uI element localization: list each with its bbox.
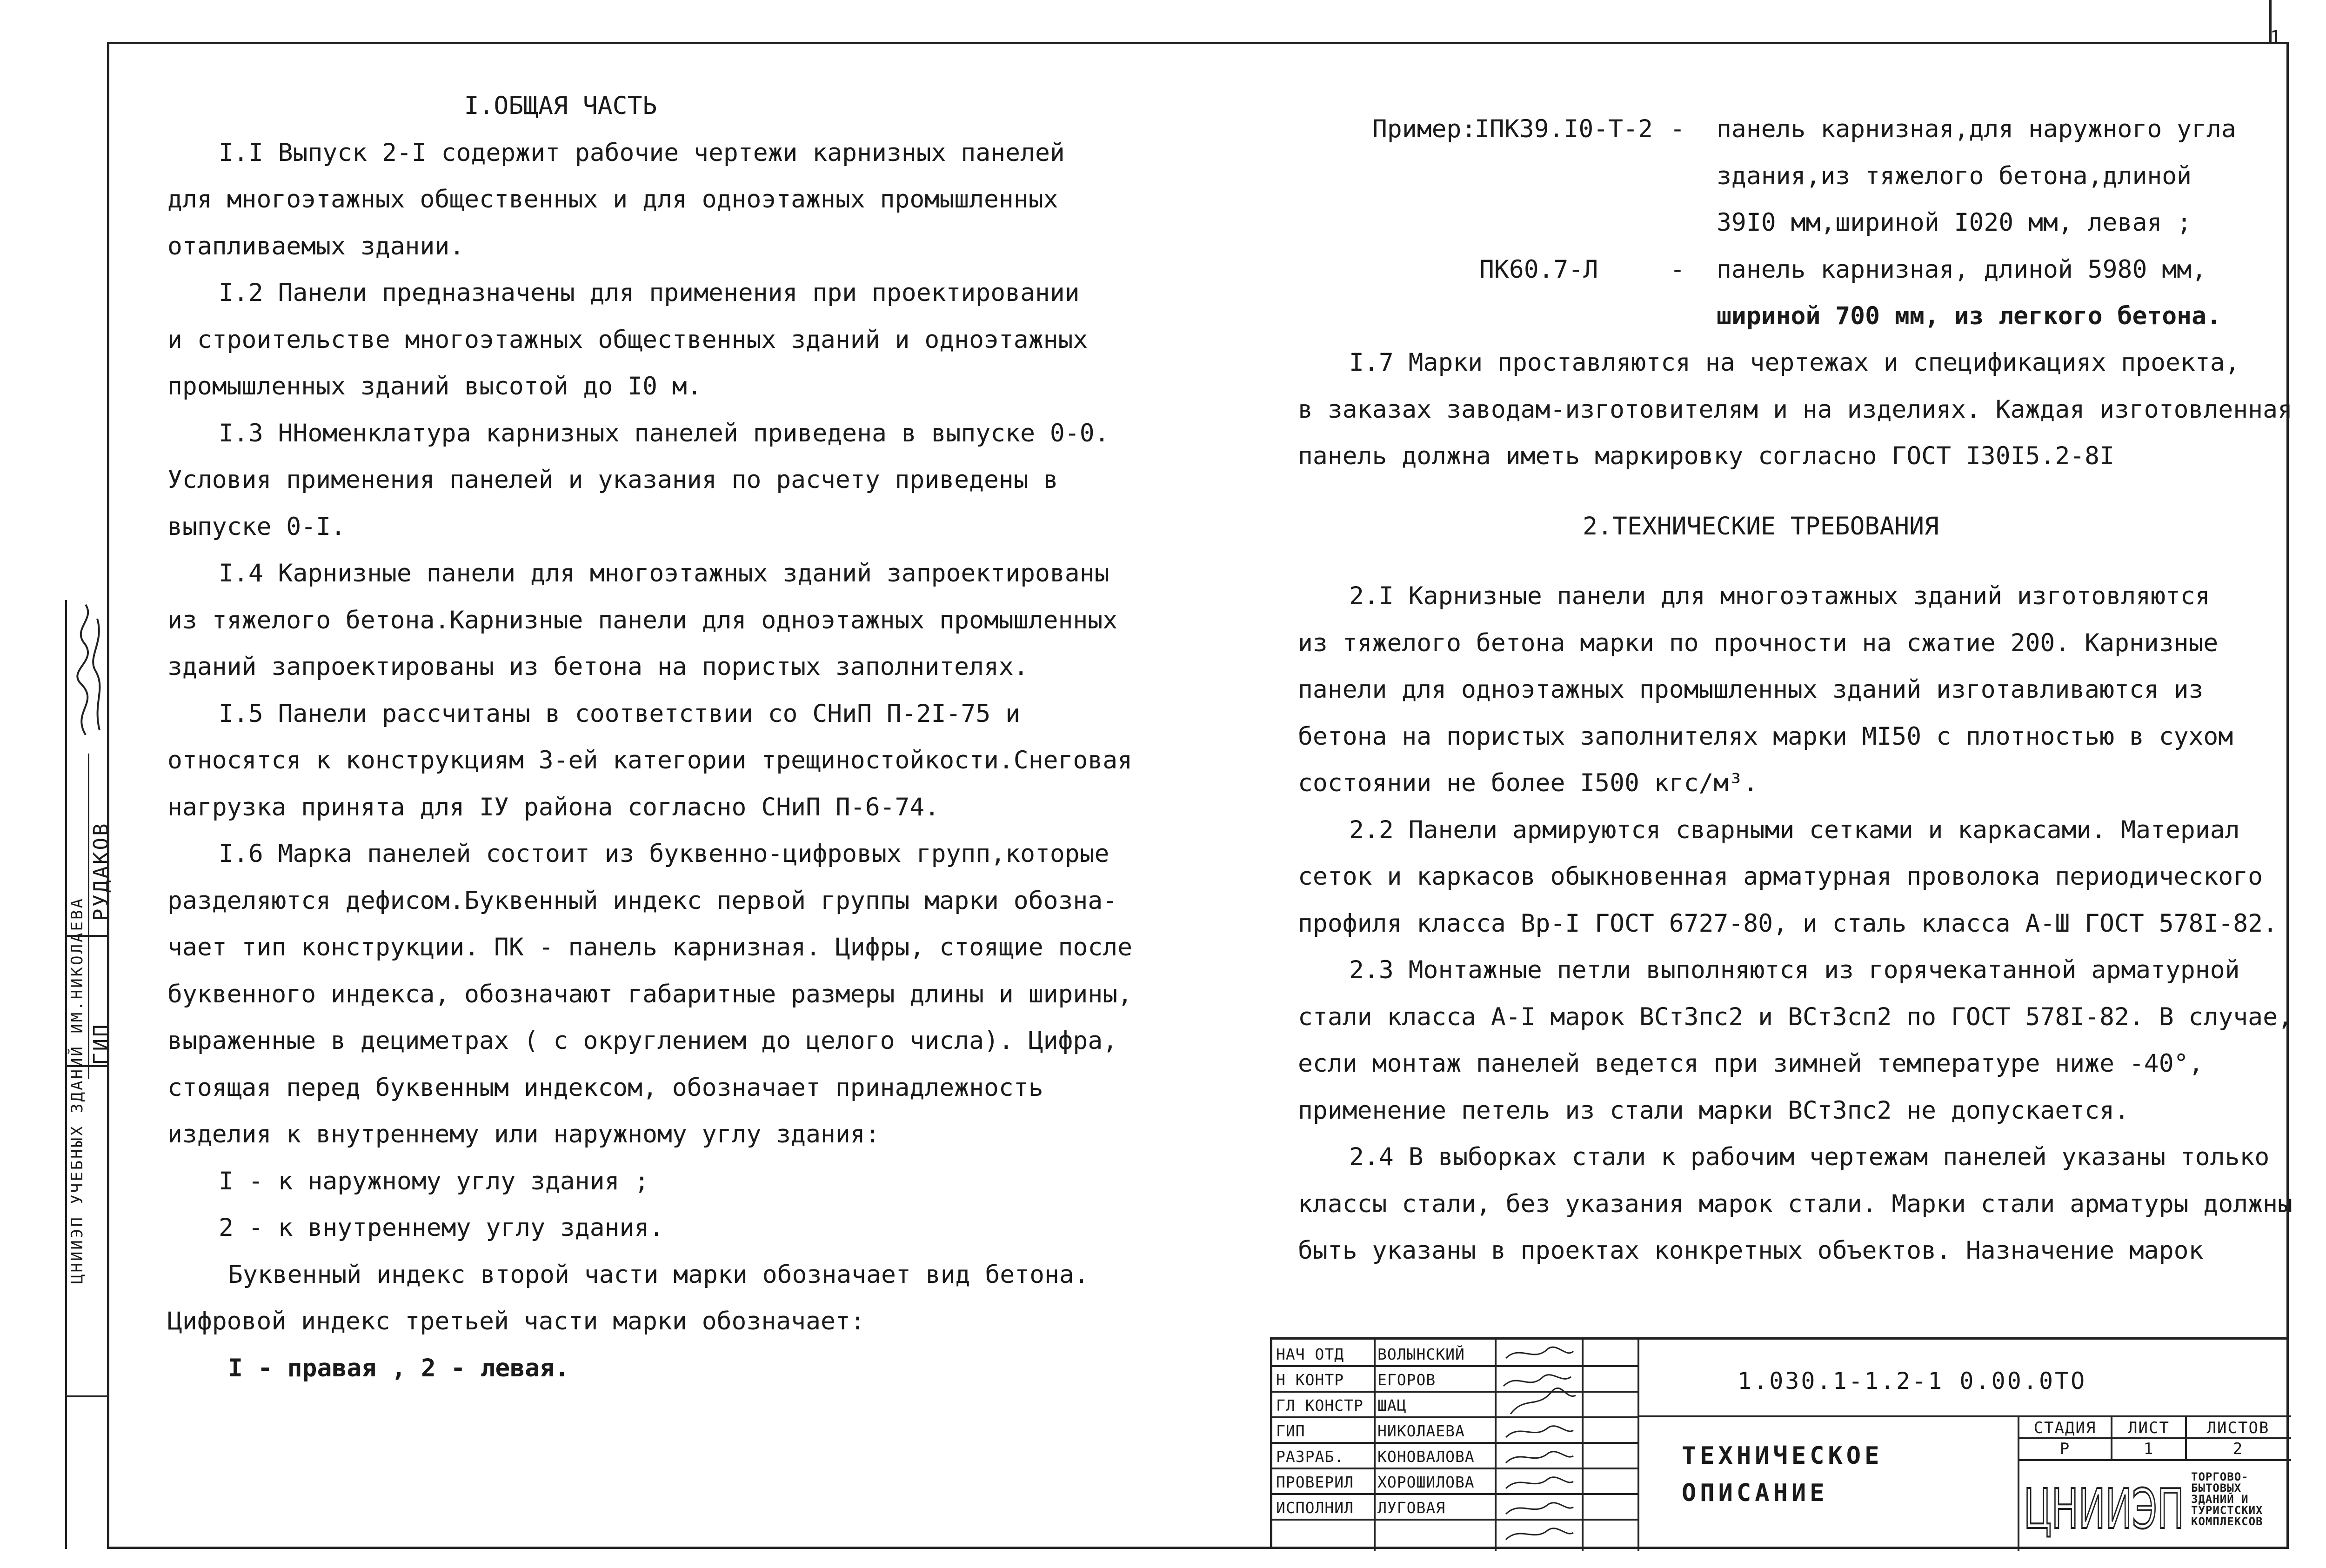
text-line: I.3 ННоменклатура карнизных панелей приведена в выпуске 0-0. — [219, 419, 1110, 447]
document-title-line: ТЕХНИЧЕСКОЕ — [1682, 1442, 1883, 1470]
org-line: ТУРИСТСКИХ — [2191, 1504, 2263, 1517]
signatures-icon — [1497, 1340, 1580, 1549]
stage-value: Р — [2059, 1440, 2071, 1458]
stage-header: СТАДИЯ — [2033, 1419, 2097, 1437]
text-line: бетона на пористых заполнителях марки МI50 с плотностью в сухом — [1298, 722, 2233, 751]
sheets-value: 2 — [2232, 1440, 2244, 1458]
tb-role: ГЛ КОНСТР — [1276, 1396, 1364, 1415]
right-column — [1298, 340, 2293, 1274]
tb-name: ВОЛЫНСКИЙ — [1377, 1345, 1465, 1363]
tb-name: ШАЦ — [1377, 1396, 1407, 1415]
text-line: стоящая перед буквенным индексом, обозначает принадлежность — [167, 1073, 1043, 1102]
tb-name: НИКОЛАЕВА — [1377, 1422, 1465, 1440]
tb-row-line — [1272, 1519, 1638, 1521]
text-line: изделия к внутреннему или наружному углу здания: — [167, 1120, 880, 1148]
sheet-value: 1 — [2143, 1440, 2154, 1458]
signature-icon — [67, 600, 109, 740]
text-line: выраженные в дециметрах ( с округлением до целого числа). Цифра, — [167, 1027, 1118, 1055]
tb-name: ЕГОРОВ — [1377, 1371, 1436, 1389]
text-line: применение петель из стали марки ВСтЗпс2 не допускается. — [1298, 1096, 2129, 1125]
org-line: КОМПЛЕКСОВ — [2191, 1515, 2263, 1528]
text-line: панель карнизная, длиной 5980 мм, — [1717, 255, 2206, 284]
text-line: 2.2 Панели армируются сварными сетками и каркасами. Материал — [1349, 815, 2240, 844]
org-line: БЫТОВЫХ — [2191, 1481, 2242, 1495]
left-column — [167, 83, 1132, 1392]
text-line: I.7 Марки проставляются на чертежах и спецификациях проекта, — [1349, 348, 2240, 377]
text-line: 2 - к внутреннему углу здания. — [219, 1214, 664, 1242]
sheets-header: ЛИСТОВ — [2206, 1419, 2270, 1437]
text-line: 2.4 В выборках стали к рабочим чертежам панелей указаны только — [1349, 1143, 2270, 1171]
tb-row-line — [1272, 1442, 1638, 1444]
sheet-header: ЛИСТ — [2128, 1419, 2170, 1437]
text-line: если монтаж панелей ведется при зимней температуре ниже -40°, — [1298, 1049, 2204, 1078]
tb-row-line — [1272, 1365, 1638, 1367]
text-line: 2.I Карнизные панели для многоэтажных зданий изготовляются — [1349, 582, 2210, 610]
side-stamp-org: ЦНИИЭП УЧЕБНЫХ ЗДАНИЙ ИМ.НИКОЛАЕВА — [68, 897, 87, 1284]
section-heading: I.ОБЩАЯ ЧАСТЬ — [464, 92, 657, 120]
tb-row-line — [1638, 1415, 2291, 1417]
text-line: быть указаны в проектах конкретных объектов. Назначение марок — [1298, 1236, 2204, 1265]
side-stamp-role: ГИП — [89, 1022, 113, 1065]
text-line: панели для одноэтажных промышленных зданий изготавливаются из — [1298, 675, 2204, 704]
institute-logo — [2024, 1475, 2186, 1540]
tb-role: НАЧ ОТД — [1276, 1345, 1344, 1363]
tb-role: Н КОНТР — [1276, 1371, 1344, 1389]
text-line: I - к наружному углу здания ; — [219, 1167, 649, 1195]
text-line: разделяются дефисом.Буквенный индекс первой группы марки обозна- — [167, 886, 1118, 915]
text-line: нагрузка принята для IУ района согласно СНиП П-6-74. — [167, 793, 940, 821]
text-line: профиля класса Вр-I ГОСТ 6727-80, и сталь класса А-Ш ГОСТ 578I-82. — [1298, 909, 2278, 938]
tb-role: ПРОВЕРИЛ — [1276, 1473, 1354, 1491]
text-line: I.2 Панели предназначены для применения при проектировании — [219, 279, 1080, 307]
text-line: 39I0 мм,шириной I020 мм, левая ; — [1717, 208, 2192, 237]
tb-row-line — [1272, 1468, 1638, 1469]
document-code: 1.030.1-1.2-1 0.00.0ТО — [1738, 1368, 2087, 1395]
tb-role: ИСПОЛНИЛ — [1276, 1499, 1354, 1517]
text-line: I.4 Карнизные панели для многоэтажных зданий запроектированы — [219, 559, 1110, 587]
text-line: стали класса А-I марок ВСтЗпс2 и ВСтЗсп2 по ГОСТ 578I-82. В случае, — [1298, 1002, 2293, 1031]
tb-role: РАЗРАБ. — [1276, 1448, 1344, 1466]
tb-row-line — [2018, 1437, 2291, 1439]
section-heading: 2.ТЕХНИЧЕСКИЕ ТРЕБОВАНИЯ — [1583, 512, 1939, 540]
tb-name: ЛУГОВАЯ — [1377, 1499, 1446, 1517]
tb-name: КОНОВАЛОВА — [1377, 1448, 1475, 1466]
side-stamp — [65, 600, 113, 1549]
org-line: ЗДАНИЙ И — [2191, 1493, 2249, 1506]
organization-name — [2191, 1471, 2263, 1527]
example-code: IПК39.I0-Т-2 — [1475, 115, 1653, 143]
text-line: панель должна иметь маркировку согласно ГОСТ I30I5.2-8I — [1298, 442, 2114, 470]
side-stamp-name: РУДАКОВ — [89, 821, 113, 921]
text-line: здания,из тяжелого бетона,длиной — [1717, 161, 2192, 190]
tb-divider — [1638, 1340, 1639, 1551]
text-line: из тяжелого бетона.Карнизные панели для одноэтажных промышленных — [167, 606, 1118, 634]
example-dash: - — [1670, 115, 1685, 143]
text-line: Цифровой индекс третьей части марки обозначает: — [167, 1307, 865, 1335]
tb-row-line — [1272, 1416, 1638, 1418]
text-line: и строительстве многоэтажных общественных зданий и одноэтажных — [167, 325, 1088, 354]
text-line: Условия применения панелей и указания по расчету приведены в — [167, 466, 1058, 494]
text-line: состоянии не более I500 кгс/м³. — [1298, 769, 1758, 797]
text-line: выпуске 0-I. — [167, 512, 346, 541]
sheet-number: 1 — [2270, 27, 2281, 47]
text-line: буквенного индекса, обозначают габаритные размеры длины и ширины, — [167, 980, 1133, 1008]
document-title-line: ОПИСАНИЕ — [1682, 1479, 1828, 1507]
text-line: классы стали, без указания марок стали. Марки стали арматуры должны — [1298, 1189, 2293, 1218]
text-line: сеток и каркасов обыкновенная арматурная проволока периодического — [1298, 862, 2263, 891]
text-line: чает тип конструкции. ПК - панель карнизная. Цифры, стоящие после — [167, 933, 1133, 961]
text-line: 2.3 Монтажные петли выполняются из горячекатанной арматурной — [1349, 956, 2240, 984]
org-line: ТОРГОВО- — [2191, 1470, 2249, 1483]
text-line: Буквенный индекс второй части марки обозначает вид бетона. — [228, 1260, 1089, 1289]
text-line: I.6 Марка панелей состоит из буквенно-цифровых групп,которые — [219, 840, 1110, 868]
example-label: Пример: — [1372, 115, 1477, 143]
text-line: из тяжелого бетона марки по прочности на сжатие 200. Карнизные — [1298, 628, 2219, 657]
title-block — [1270, 1337, 2289, 1549]
example-dash: - — [1670, 255, 1685, 284]
text-line: зданий запроектированы из бетона на пористых заполнителях. — [167, 653, 1029, 681]
tb-name: ХОРОШИЛОВА — [1377, 1473, 1475, 1491]
text-line: панель карнизная,для наружного угла — [1717, 115, 2236, 143]
text-line: промышленных зданий высотой до I0 м. — [167, 372, 702, 400]
text-line: шириной 700 мм, из легкого бетона. — [1717, 302, 2221, 330]
tb-role: ГИП — [1276, 1422, 1305, 1440]
tb-row-line — [1272, 1391, 1638, 1393]
text-line: I.I Выпуск 2-I содержит рабочие чертежи карнизных панелей — [219, 138, 1065, 167]
example-text — [1717, 106, 2236, 340]
text-line: I - правая , 2 - левая. — [228, 1354, 569, 1382]
document-title — [1682, 1437, 1883, 1512]
text-line: относятся к конструкциям 3-ей категории трещиностойкости.Снеговая — [167, 746, 1133, 774]
tb-row-line — [2018, 1459, 2291, 1461]
logo-text: ЦНИИЭП — [2024, 1477, 2184, 1540]
text-line: I.5 Панели рассчитаны в соответствии со СНиП П-2I-75 и — [219, 699, 1021, 728]
tb-row-line — [1272, 1493, 1638, 1495]
side-stamp-rule — [67, 1395, 109, 1397]
example-code: ПК60.7-Л — [1479, 255, 1598, 284]
text-line: в заказах заводам-изготовителям и на изделиях. Каждая изготовленная — [1298, 395, 2293, 424]
text-line: отапливаемых здании. — [167, 232, 465, 260]
text-line: для многоэтажных общественных и для одноэтажных промышленных — [167, 185, 1058, 214]
